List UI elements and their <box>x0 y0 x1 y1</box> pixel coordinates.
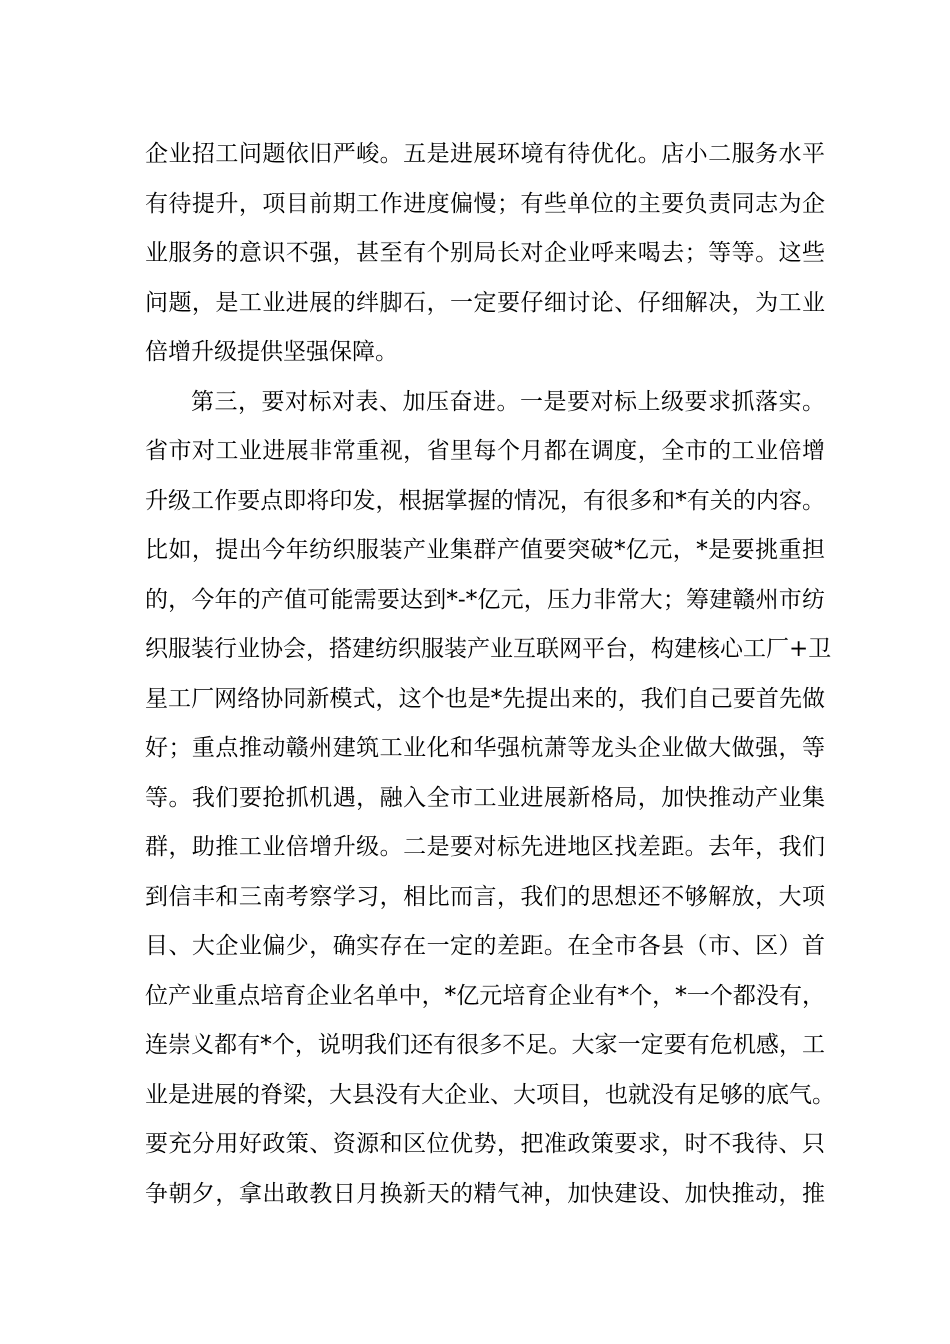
text-line: 好；重点推动赣州建筑工业化和华强杭萧等龙头企业做大做强，等 <box>145 735 825 761</box>
paragraph-first-line: 第三，要对标对表、加压奋进。一是要对标上级要求抓落实。 <box>191 388 825 415</box>
text-line: 升级工作要点即将印发，根据掌握的情况，有很多和*有关的内容。 <box>145 487 825 514</box>
text-line: 比如，提出今年纺织服装产业集群产值要突破*亿元，*是要挑重担 <box>145 537 825 563</box>
text-line: 要充分用好政策、资源和区位优势，把准政策要求，时不我待、只 <box>145 1131 825 1157</box>
body-text <box>145 130 835 1219</box>
text-line: 的，今年的产值可能需要达到*-*亿元，压力非常大；筹建赣州市纺 <box>145 586 825 613</box>
text-line: 企业招工问题依旧严峻。五是进展环境有待优化。店小二服务水平 <box>145 141 825 167</box>
text-line: 星工厂网络协同新模式，这个也是*先提出来的，我们自己要首先做 <box>145 685 825 712</box>
text-line: 问题，是工业进展的绊脚石，一定要仔细讨论、仔细解决，为工业 <box>145 289 825 316</box>
text-line: 倍增升级提供坚强保障。 <box>145 339 398 365</box>
text-line: 业是进展的脊梁，大县没有大企业、大项目，也就没有足够的底气。 <box>145 1081 835 1108</box>
text-line: 群，助推工业倍增升级。二是要对标先进地区找差距。去年，我们 <box>145 834 825 860</box>
text-line: 目、大企业偏少，确实存在一定的差距。在全市各县（市、区）首 <box>145 933 825 959</box>
text-line: 位产业重点培育企业名单中，*亿元培育企业有*个，*一个都没有， <box>145 982 825 1009</box>
text-line: 到信丰和三南考察学习，相比而言，我们的思想还不够解放，大项 <box>145 883 825 910</box>
text-line: 织服装行业协会，搭建纺织服装产业互联网平台，构建核心工厂+卫 <box>145 636 832 662</box>
text-line: 连崇义都有*个，说明我们还有很多不足。大家一定要有危机感，工 <box>145 1032 825 1058</box>
text-line: 有待提升，项目前期工作进度偏慢；有些单位的主要负责同志为企 <box>145 190 825 217</box>
text-line: 争朝夕，拿出敢教日月换新天的精气神，加快建设、加快推动，推 <box>145 1180 825 1207</box>
text-line: 等。我们要抢抓机遇，融入全市工业进展新格局，加快推动产业集 <box>145 784 825 811</box>
text-line: 业服务的意识不强，甚至有个别局长对企业呼来喝去；等等。这些 <box>145 240 825 266</box>
text-line: 省市对工业进展非常重视，省里每个月都在调度，全市的工业倍增 <box>145 438 825 464</box>
